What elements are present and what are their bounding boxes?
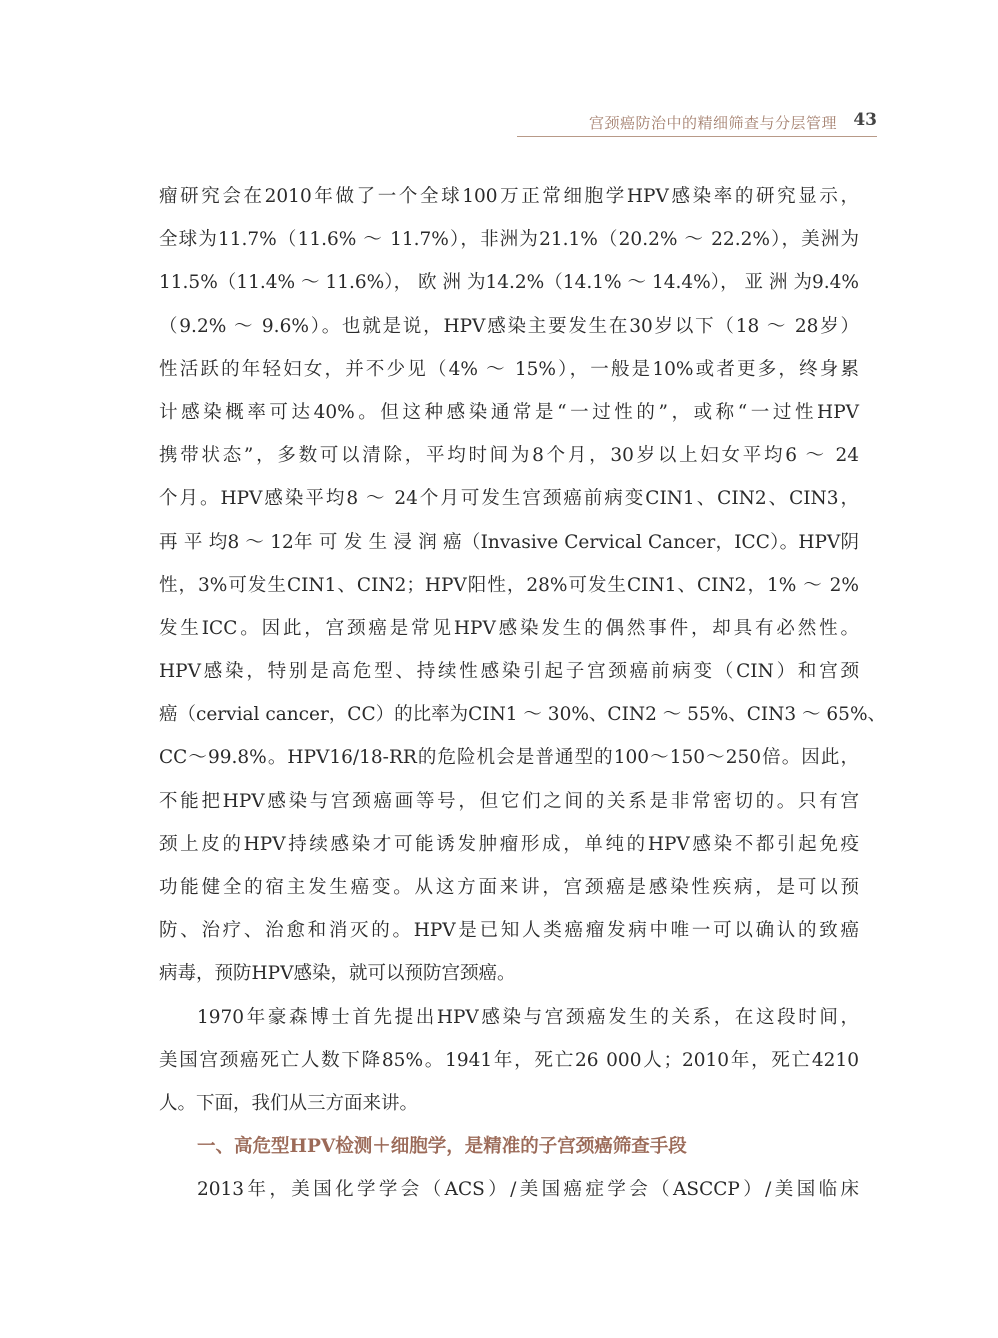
text-line: 2013年，美国化学学会（ACS）/美国癌症学会（ASCCP）/美国临床 — [197, 1179, 859, 1201]
text-line: 防、治疗、治愈和消灭的。HPV是已知人类癌瘤发病中唯一可以确认的致癌 — [159, 920, 859, 942]
text-line: 瘤研究会在2010年做了一个全球100万正常细胞学HPV感染率的研究显示， — [159, 186, 859, 207]
text-line: 病毒，预防HPV感染，就可以预防宫颈癌。 — [159, 963, 516, 985]
text-line: 再 平 均8 ～ 12年 可 发 生 浸 润 癌（Invasive Cervical Cancer，ICC）。HPV阴 — [159, 531, 859, 553]
text-line: 性，3%可发生CIN1、CIN2；HPV阳性，28%可发生CIN1、CIN2，1% ～ 2% — [159, 574, 859, 596]
text-line: CC～99.8%。HPV16/18-RR的危险机会是普通型的100～150～250倍。因此， — [159, 747, 859, 769]
section-heading: 一、高危型HPV检测＋细胞学，是精准的子宫颈癌筛查手段 — [197, 1136, 687, 1158]
paragraph-history — [159, 996, 859, 1126]
body-text — [159, 175, 887, 1212]
text-line: 计感染概率可达40%。但这种感染通常是“一过性的”，或称“一过性HPV — [159, 401, 859, 423]
text-line: 发生ICC。因此，宫颈癌是常见HPV感染发生的偶然事件，却具有必然性。 — [159, 617, 859, 639]
text-line: 不能把HPV感染与宫颈癌画等号，但它们之间的关系是非常密切的。只有宫 — [159, 790, 859, 812]
text-line: 癌（cervial cancer，CC）的比率为CIN1 ～ 30%、CIN2 ～ 55%、CIN3 ～ 65%、 — [159, 704, 887, 726]
text-line: 性活跃的年轻妇女，并不少见（4% ～ 15%），一般是10%或者更多，终身累 — [159, 358, 859, 380]
text-line: HPV感染，特别是高危型、持续性感染引起子宫颈癌前病变（CIN）和宫颈 — [159, 661, 859, 683]
paragraph-guidelines — [159, 1168, 859, 1211]
text-line: （9.2% ～ 9.6%）。也就是说，HPV感染主要发生在30岁以下（18 ～ 28岁） — [159, 315, 859, 337]
text-line: 人。下面，我们从三方面来讲。 — [159, 1092, 419, 1114]
header-title: 宫颈癌防治中的精细筛查与分层管理 — [588, 114, 837, 132]
text-line: 功能健全的宿主发生癌变。从这方面来讲，宫颈癌是感染性疾病，是可以预 — [159, 877, 859, 898]
text-line: 全球为11.7%（11.6% ～ 11.7%），非洲为21.1%（20.2% ～ 22.2%），美洲为 — [159, 229, 859, 251]
text-line: 11.5%（11.4% ～ 11.6%）， 欧 洲 为14.2%（14.1% ～ 14.4%）， 亚 洲 为9.4% — [159, 272, 859, 294]
text-line: 个月。HPV感染平均8 ～ 24个月可发生宫颈癌前病变CIN1、CIN2、CIN3， — [159, 488, 859, 510]
text-line: 美国宫颈癌死亡人数下降85%。1941年，死亡26 000人；2010年，死亡4210 — [159, 1049, 859, 1071]
text-line: 颈上皮的HPV持续感染才可能诱发肿瘤形成，单纯的HPV感染不都引起免疫 — [159, 833, 859, 855]
page-number: 43 — [853, 110, 877, 130]
text-line: 携带状态”，多数可以清除，平均时间为8个月，30岁以上妇女平均6 ～ 24 — [159, 445, 859, 467]
text-line: 1970年豪森博士首先提出HPV感染与宫颈癌发生的关系，在这段时间， — [197, 1006, 859, 1028]
paragraph-hpv-prevalence — [159, 175, 887, 996]
running-header — [517, 112, 877, 137]
